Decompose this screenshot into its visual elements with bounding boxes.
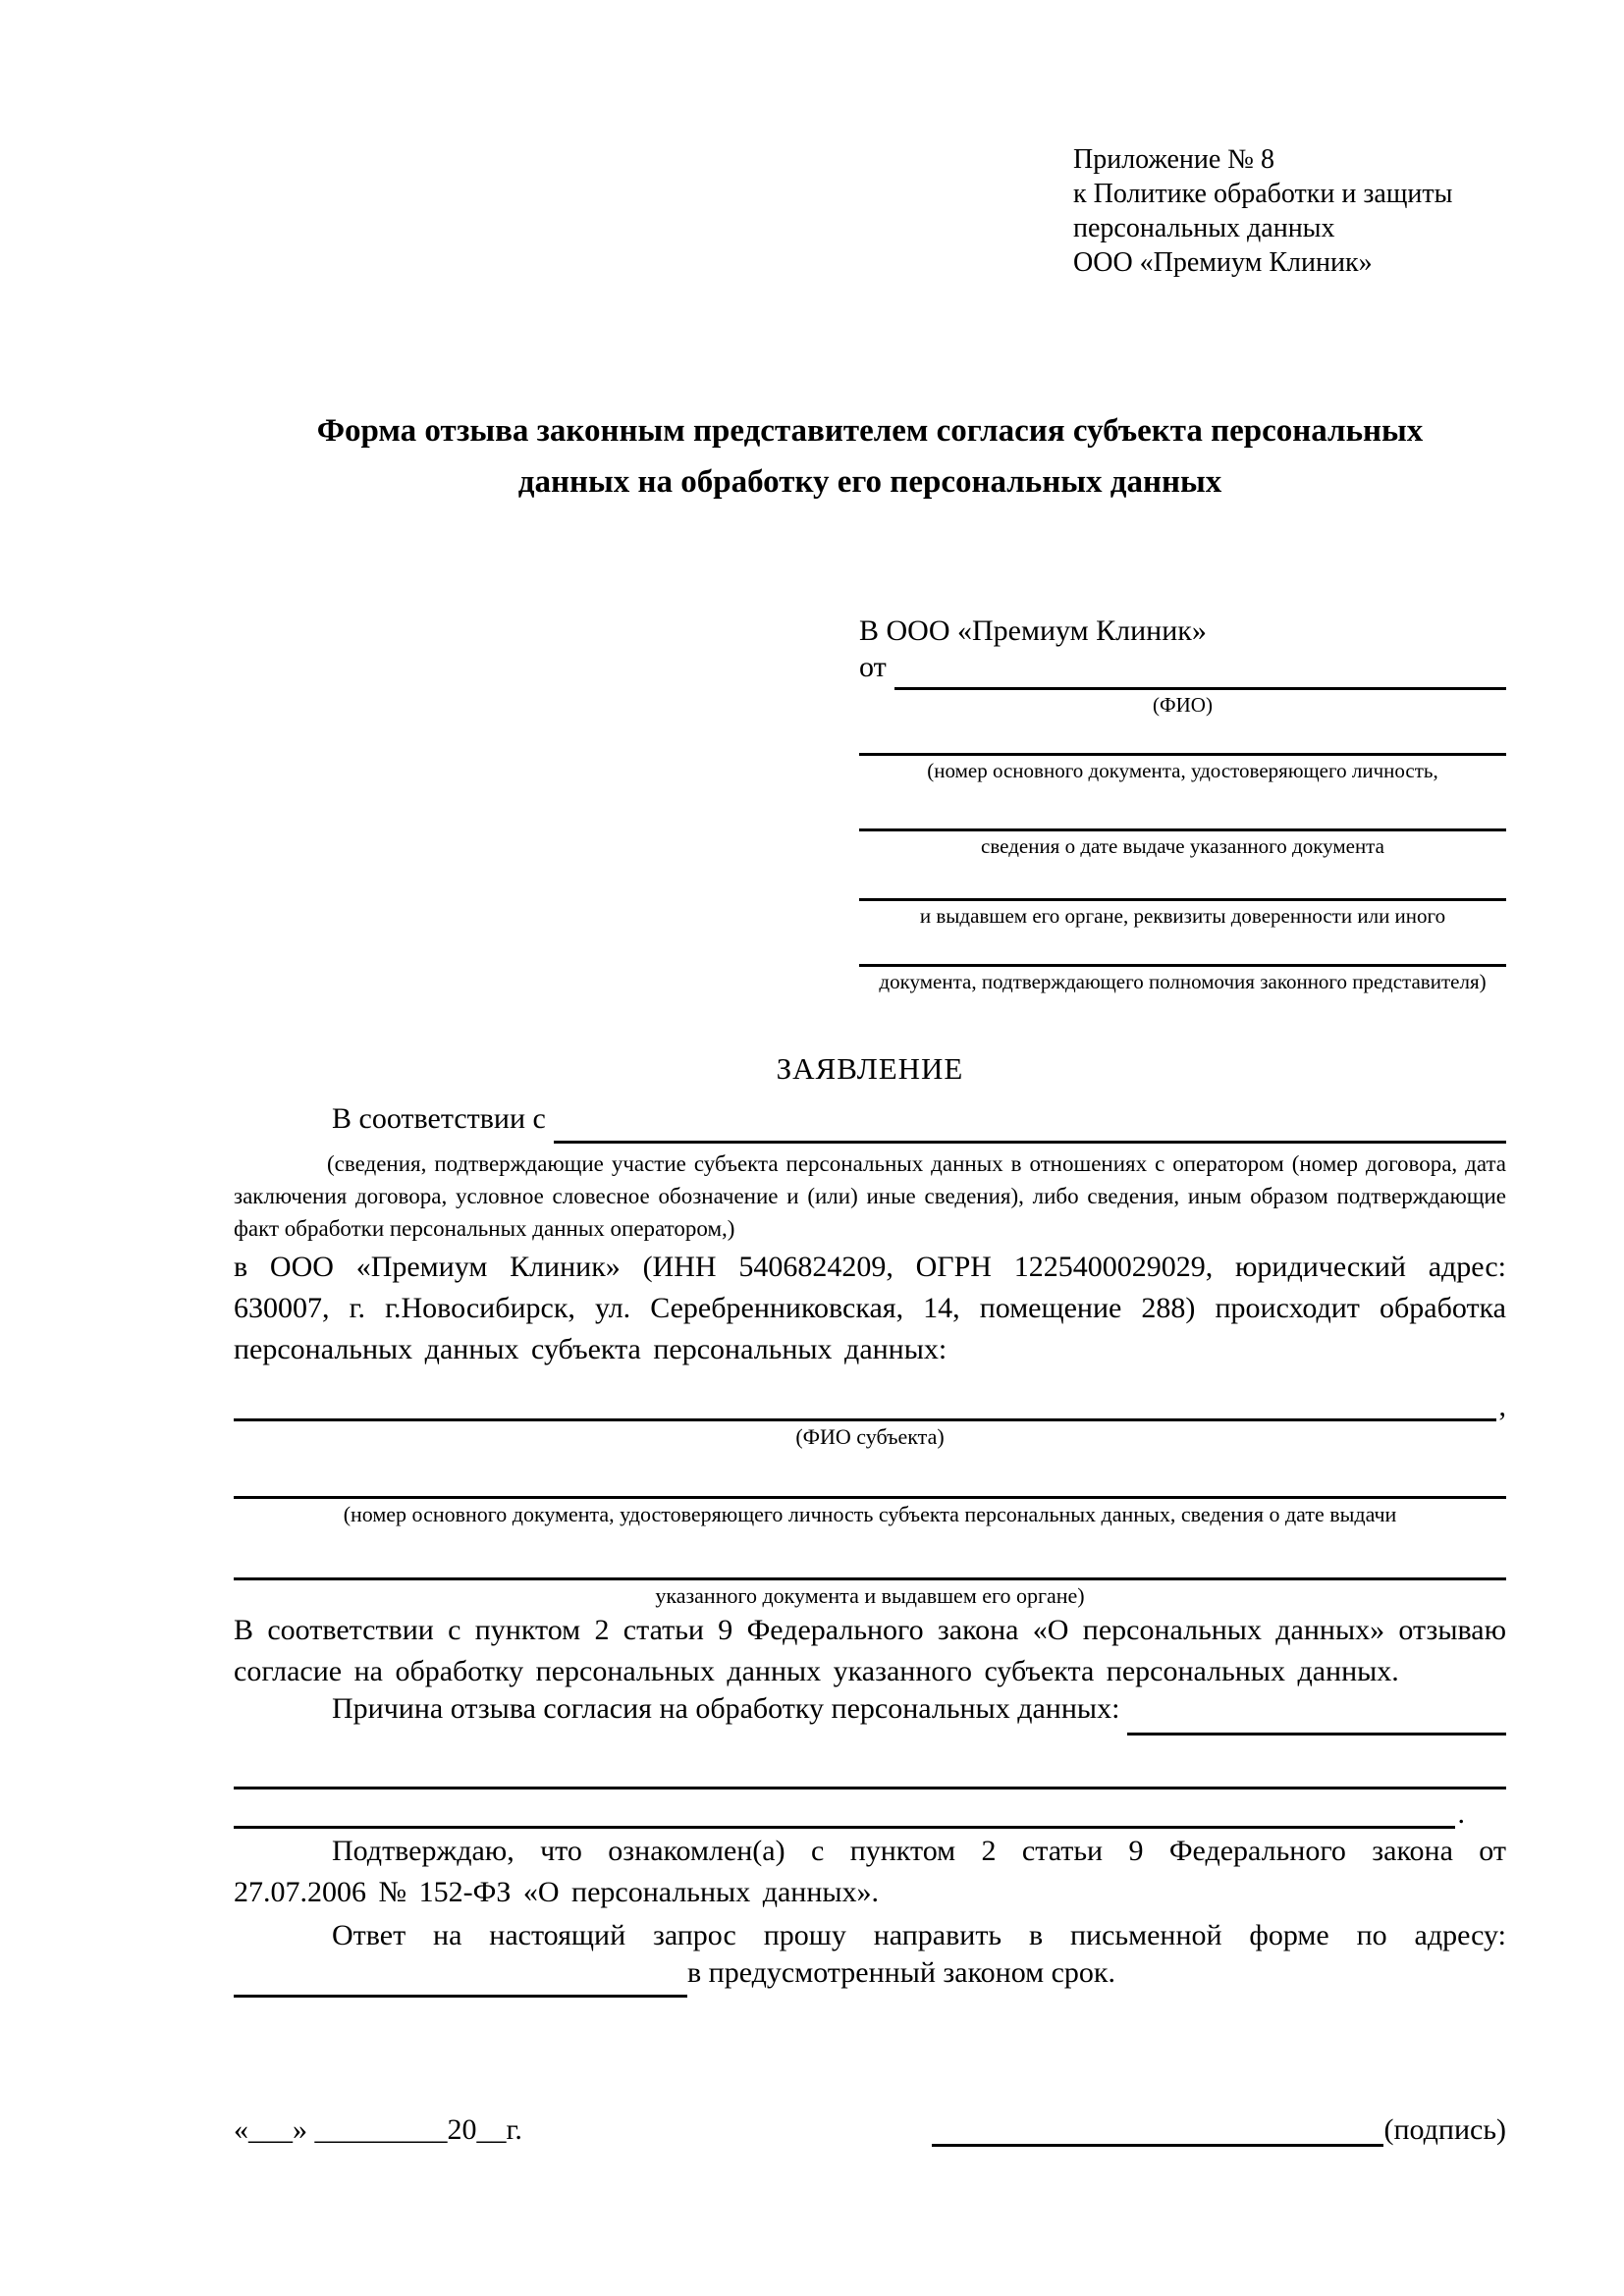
appendix-header-line: ООО «Премиум Клиник»: [1073, 247, 1373, 278]
appendix-header-line: Приложение № 8: [1073, 144, 1274, 175]
accordance-field: [234, 1102, 1506, 1144]
from-blank-line: [894, 651, 1506, 690]
accordance-caption: (сведения, подтверждающие участие субъекта персональных данных в отношениях с оператором (номер договора, дата заключения договора, условное словесное обозначение и (или) иные сведения), либо сведения, иным образом подтверждающие факт обработки персональных данных оператором,): [234, 1151, 1506, 1241]
subject-document-blank-line: [234, 1449, 1506, 1499]
withdrawal-paragraph: В соответствии с пунктом 2 статьи 9 Федерального закона «О персональных данных» отзываю согласие на обработку персональных данных указанного субъекта персональных данных.: [234, 1614, 1506, 1687]
subject-fio-blank-line: [234, 1370, 1496, 1421]
subject-fio-field: [234, 1370, 1506, 1421]
signature-caption: (подпись): [1383, 2113, 1506, 2146]
representative-authority-blank-line: [859, 929, 1506, 967]
reason-blank-line: [1127, 1692, 1506, 1735]
document-number-caption: (номер основного документа, удостоверяющего личность,: [927, 759, 1438, 782]
reason-period: .: [1457, 1797, 1465, 1830]
from-field: [859, 651, 1506, 690]
document-number-blank-line: [859, 718, 1506, 756]
reply-deadline-text: в предусмотренный законом срок.: [687, 1956, 1115, 1989]
appendix-header-line: к Политике обработки и защиты: [1073, 179, 1453, 209]
reason-continuation-blank-line: [234, 1735, 1506, 1789]
issue-date-blank-line: [859, 783, 1506, 831]
issuing-authority-caption: и выдавшем его органе, реквизиты доверенности или иного: [919, 904, 1446, 928]
appendix-header: [1073, 142, 1506, 280]
reason-field: [234, 1692, 1506, 1735]
subject-document-blank-line-2: [234, 1526, 1506, 1580]
reply-paragraph: Ответ на настоящий запрос прошу направить в письменной форме по адресу:: [332, 1919, 1506, 1951]
date-field: «___» _________20__г.: [234, 2113, 522, 2146]
statement-body: [234, 1049, 1506, 1998]
accordance-label: В соответствии с: [332, 1102, 546, 1135]
issue-date-caption: сведения о дате выдаче указанного документа: [981, 834, 1384, 858]
subject-document-caption-1: (номер основного документа, удостоверяющего личность субъекта персональных данных, сведения о дате выдачи: [343, 1502, 1397, 1526]
confirmation-paragraph: Подтверждаю, что ознакомлен(а) с пунктом 2 статьи 9 Федерального закона от 27.07.2006 № 152-ФЗ «О персональных данных».: [234, 1835, 1506, 1908]
signature-field: [932, 2113, 1506, 2147]
subject-fio-caption: (ФИО субъекта): [795, 1424, 945, 1449]
subject-fio-comma: ,: [1498, 1390, 1506, 1422]
addressee-block: [859, 612, 1506, 994]
appendix-header-line: персональных данных: [1073, 213, 1335, 243]
signature-footer: [234, 2113, 1506, 2147]
statement-heading: ЗАЯВЛЕНИЕ: [776, 1051, 964, 1086]
reason-label: Причина отзыва согласия на обработку персональных данных:: [332, 1692, 1120, 1725]
reason-continuation-field: [234, 1789, 1465, 1829]
representative-authority-caption: документа, подтверждающего полномочия законного представителя): [879, 970, 1487, 993]
reply-address-blank-line: [234, 1956, 687, 1998]
from-label: от: [859, 651, 887, 683]
accordance-blank-line: [554, 1102, 1506, 1144]
operator-paragraph: в ООО «Премиум Клиник» (ИНН 5406824209, ОГРН 1225400029029, юридический адрес: 630007, г. г.Новосибирск, ул. Серебренниковская, 14, помещение 288) происходит обработка персональных данных субъекта персональных данных:: [234, 1251, 1506, 1365]
signature-blank-line: [932, 2144, 1383, 2147]
fio-caption: (ФИО): [1153, 693, 1213, 717]
reason-continuation-blank-line-2: [234, 1789, 1455, 1829]
subject-document-caption-2: указанного документа и выдавшем его органе): [655, 1583, 1085, 1608]
issuing-authority-blank-line: [859, 859, 1506, 901]
addressee-organization: В ООО «Премиум Клиник»: [859, 614, 1207, 647]
document-title: Форма отзыва законным представителем согласия субъекта персональных данных на обработку его персональных данных: [316, 413, 1424, 500]
reply-address-field: [234, 1956, 1506, 1998]
